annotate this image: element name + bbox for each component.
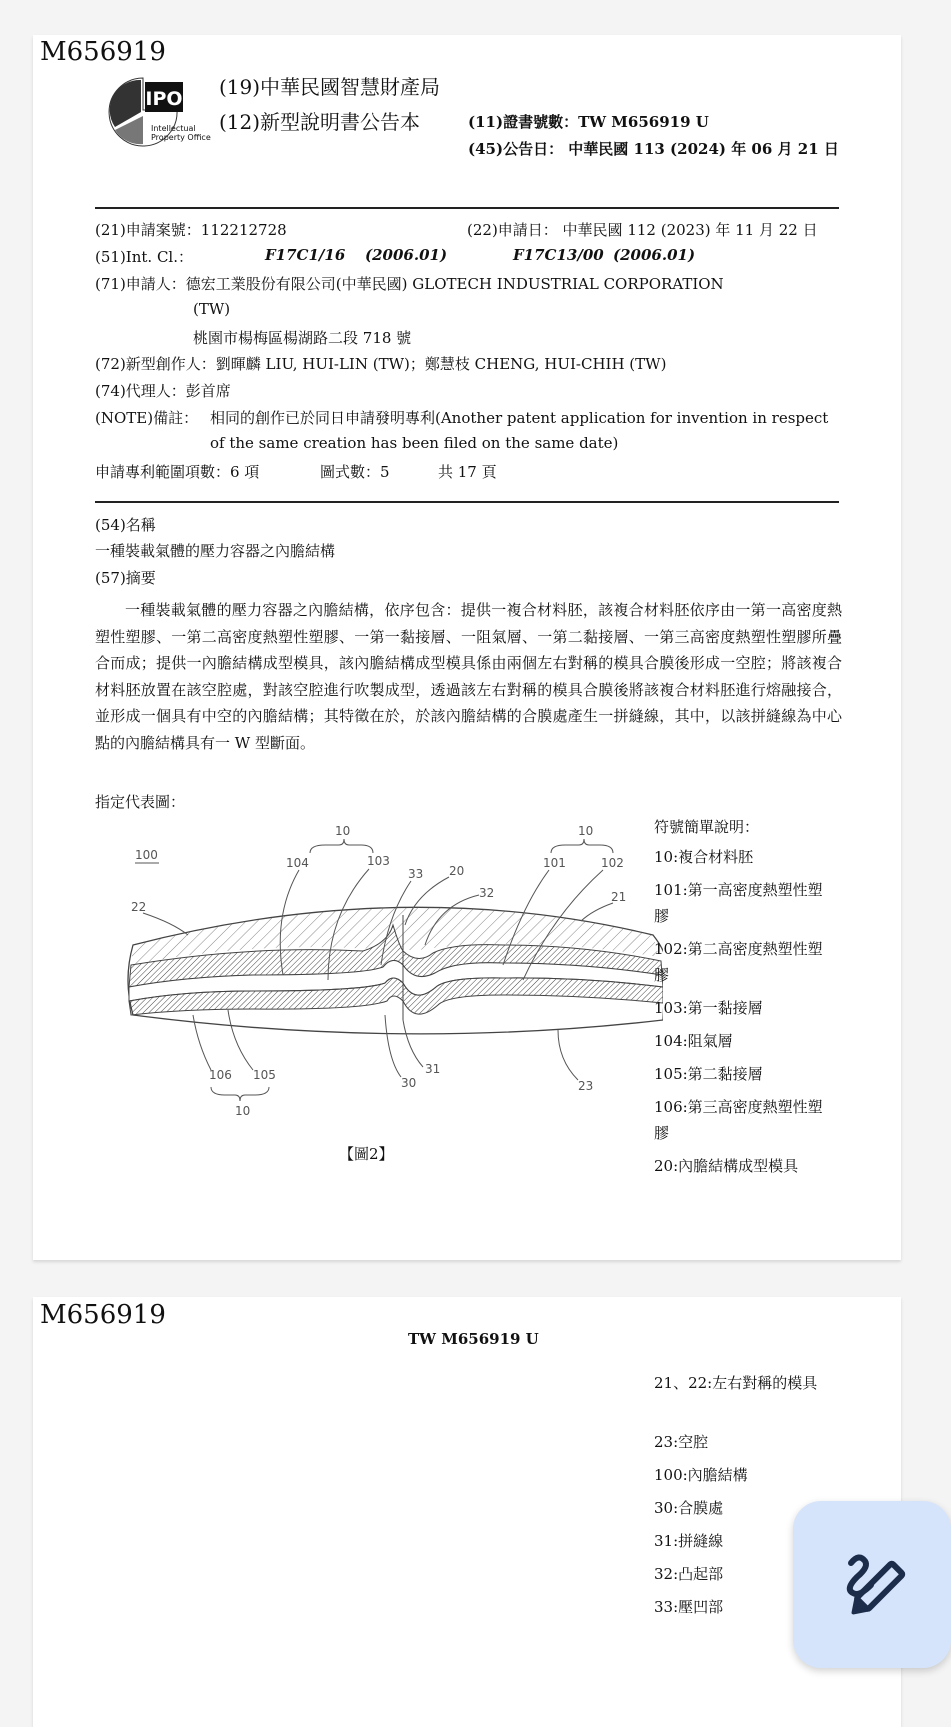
pages-count: 共 17 頁: [438, 463, 497, 481]
applicant-address: 桃園市楊梅區楊湖路二段 718 號: [193, 329, 412, 347]
title-label: (54)名稱: [95, 516, 156, 534]
figure-label-31: 31: [425, 1062, 441, 1076]
legend-item: 33:壓凹部: [654, 1598, 724, 1616]
biblio-divider: [95, 501, 839, 503]
certificate-number: (11)證書號數：TW M656919 U: [468, 113, 709, 131]
legend-item: 32:凸起部: [654, 1565, 724, 1583]
header-divider: [95, 207, 839, 209]
office-name: (19)中華民國智慧財產局: [219, 75, 441, 99]
representative-figure-label: 指定代表圖：: [95, 793, 186, 811]
figure-label-10-right: 10: [578, 824, 594, 838]
application-date: (22)申請日： 中華民國 112 (2023) 年 11 月 22 日: [467, 221, 818, 239]
note-line-2: of the same creation has been filed on the same date): [210, 434, 619, 452]
figure-label-20: 20: [449, 864, 465, 878]
figure-label-101: 101: [543, 856, 566, 870]
ipo-logo-caption: Intellectual Property Office: [151, 124, 211, 142]
legend-item: 104:阻氣層: [654, 1032, 733, 1050]
agent: (74)代理人：彭首席: [95, 382, 231, 400]
figure-label-33: 33: [408, 867, 424, 881]
figure-label-30: 30: [401, 1076, 417, 1090]
note-label: (NOTE)備註：: [95, 409, 199, 427]
representative-figure: [103, 815, 663, 1135]
legend-item: 21、22:左右對稱的模具: [654, 1374, 818, 1392]
figure-label-104: 104: [286, 856, 309, 870]
document-page-1: [33, 35, 901, 1260]
intcl-code-2: F17C13/00: [513, 246, 604, 264]
patent-number: M656919: [40, 1300, 166, 1330]
applicant-line-2: (TW): [193, 300, 231, 318]
annotate-fab-button[interactable]: [793, 1501, 951, 1668]
legend-title: 符號簡單說明：: [654, 818, 760, 836]
legend-item: 102:第二高密度熱塑性塑膠: [654, 940, 823, 984]
claims-count: 申請專利範圍項數：6 項: [95, 463, 260, 481]
legend-item: 101:第一高密度熱塑性塑膠: [654, 881, 823, 925]
abstract-label: (57)摘要: [95, 569, 156, 587]
legend-item: 106:第三高密度熱塑性塑膠: [654, 1098, 823, 1142]
legend-item: 100:內膽結構: [654, 1466, 748, 1484]
figures-count: 圖式數：5: [320, 463, 390, 481]
document-page-2: [33, 1297, 901, 1727]
intcl-code-1: F17C1/16: [265, 246, 346, 264]
legend-item: 10:複合材料胚: [654, 848, 754, 866]
intcl-version-1: (2006.01): [365, 246, 448, 264]
applicant-line-1: (71)申請人：德宏工業股份有限公司(中華民國) GLOTECH INDUSTRIAL CORPORATION: [95, 275, 724, 293]
creators: (72)新型創作人：劉暉麟 LIU, HUI-LIN (TW)；鄭慧枝 CHENG, HUI-CHIH (TW): [95, 355, 667, 373]
legend-item: 103:第一黏接層: [654, 999, 763, 1017]
intcl-label: (51)Int. Cl.：: [95, 248, 193, 266]
edit-pen-icon: [793, 1501, 951, 1668]
patent-number: M656919: [40, 37, 166, 67]
figure-label-23: 23: [578, 1079, 594, 1093]
figure-label-32: 32: [479, 886, 495, 900]
legend-item: 20:內膽結構成型模具: [654, 1157, 799, 1175]
figure-label-106: 106: [209, 1068, 232, 1082]
legend-item: 23:空腔: [654, 1433, 709, 1451]
legend-item: 30:合膜處: [654, 1499, 724, 1517]
figure-label-105: 105: [253, 1068, 276, 1082]
patent-title: 一種裝載氣體的壓力容器之內膽結構: [95, 542, 336, 560]
figure-label-102: 102: [601, 856, 624, 870]
abstract-text: 一種裝載氣體的壓力容器之內膽結構，依序包含：提供一複合材料胚，該複合材料胚依序由一第一高密度熱塑性塑膠、一第二高密度熱塑性塑膠、一第一黏接層、一阻氣層、一第二黏接層、一第三高密度熱塑性塑膠所疊合而成；提供一內膽結構成型模具，該內膽結構成型模具係由兩個左右對稱的模具合膜後形成一空腔；將該複合材料胚放置在該空腔處，對該空腔進行吹製成型，透過該左右對稱的模具合膜後將該複合材料胚進行熔融接合，並形成一個具有中空的內膽結構；其特徵在於，於該內膽結構的合膜處產生一拼縫線，其中，以該拼縫線為中心點的內膽結構具有一 W 型斷面。: [95, 601, 842, 752]
publication-date: (45)公告日： 中華民國 113 (2024) 年 06 月 21 日: [468, 140, 839, 158]
legend-item: 31:拼縫線: [654, 1532, 724, 1550]
figure-label-10-bottom: 10: [235, 1104, 251, 1118]
intcl-version-2: (2006.01): [613, 246, 696, 264]
figure-label-100: 100: [135, 848, 158, 862]
figure-caption: 【圖2】: [339, 1145, 394, 1163]
figure-label-22: 22: [131, 900, 147, 914]
legend-item: 105:第二黏接層: [654, 1065, 763, 1083]
doc-type: (12)新型說明書公告本: [219, 110, 421, 134]
note-line-1: 相同的創作已於同日申請發明專利(Another patent application for invention in respect: [210, 409, 829, 427]
figure-label-10-left: 10: [335, 824, 351, 838]
ipo-logo-text: IPO: [145, 88, 183, 110]
figure-label-21: 21: [611, 890, 627, 904]
page-header: TW M656919 U: [408, 1330, 539, 1348]
figure-label-103: 103: [367, 854, 390, 868]
application-number: (21)申請案號：112212728: [95, 221, 287, 239]
